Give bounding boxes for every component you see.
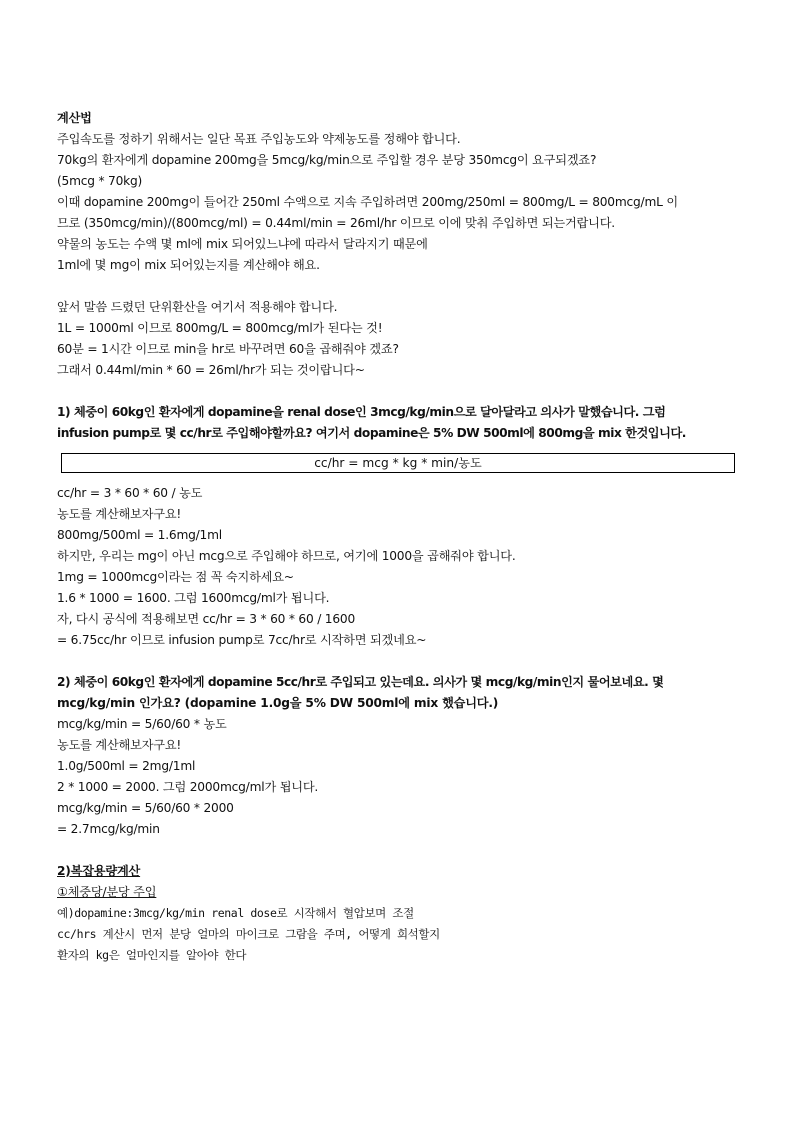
calc-line: mcg/kg/min = 5/60/60 * 2000 <box>57 801 234 815</box>
paragraph-line: 그래서 0.44ml/min * 60 = 26ml/hr가 되는 것이랍니다~ <box>57 363 365 377</box>
spacer <box>57 381 747 402</box>
calc-line: mcg/kg/min = 5/60/60 * 농도 <box>57 717 227 731</box>
question-1-text: infusion pump로 몇 cc/hr로 주입해야할까요? 여기서 dopamine은 5% DW 500ml에 800mg을 mix 한것입니다. <box>57 426 686 440</box>
unit-conversion-section <box>57 297 747 381</box>
question-2-section <box>57 672 747 840</box>
calc-line: 1mg = 1000mcg이라는 점 꼭 숙지하세요~ <box>57 570 294 584</box>
calc-line: = 6.75cc/hr 이므로 infusion pump로 7cc/hr로 시작하면 되겠네요~ <box>57 633 427 647</box>
calc-line: = 2.7mcg/kg/min <box>57 822 160 836</box>
paragraph-line: 약물의 농도는 수액 몇 ml에 mix 되어있느냐에 따라서 달라지기 때문에 <box>57 237 428 251</box>
paragraph-line: 앞서 말씀 드렸던 단위환산을 여기서 적용해야 합니다. <box>57 300 338 314</box>
calc-line: 하지만, 우리는 mg이 아닌 mcg으로 주입해야 하므로, 여기에 1000을 곱해줘야 합니다. <box>57 549 516 563</box>
calc-line: 2 * 1000 = 2000. 그럼 2000mcg/ml가 됩니다. <box>57 780 319 794</box>
calc-line: 1.6 * 1000 = 1600. 그럼 1600mcg/ml가 됩니다. <box>57 591 330 605</box>
formula-box: cc/hr = mcg * kg * min/농도 <box>61 453 735 473</box>
paragraph-line: 1L = 1000ml 이므로 800mg/L = 800mcg/ml가 된다는 것! <box>57 321 383 335</box>
paragraph-line: (5mcg * 70kg) <box>57 174 143 188</box>
calc-line: 1.0g/500ml = 2mg/1ml <box>57 759 196 773</box>
question-1-text: 1) 체중이 60kg인 환자에게 dopamine을 renal dose인 3mcg/kg/min으로 달아달라고 의사가 말했습니다. 그럼 <box>57 405 666 419</box>
paragraph-line: 이때 dopamine 200mg이 들어간 250ml 수액으로 지속 주입하려면 200mg/250ml = 800mg/L = 800mcg/mL 이 <box>57 195 678 209</box>
calc-line: cc/hr = 3 * 60 * 60 / 농도 <box>57 486 203 500</box>
complex-dose-section <box>57 861 747 966</box>
page-heading: 계산법 <box>57 111 92 125</box>
calc-line: 800mg/500ml = 1.6mg/1ml <box>57 528 222 542</box>
spacer <box>57 840 747 861</box>
question-1-section <box>57 402 747 651</box>
question-2-text: mcg/kg/min 인가요? (dopamine 1.0g을 5% DW 500ml에 mix 했습니다.) <box>57 696 499 710</box>
paragraph-line: 60분 = 1시간 이므로 min을 hr로 바꾸려면 60을 곱해줘야 겠죠? <box>57 342 399 356</box>
calc-line: 농도를 계산해보자구요! <box>57 738 182 752</box>
document-page <box>57 108 747 966</box>
example-line: 예)dopamine:3mcg/kg/min renal dose로 시작해서 혈압보며 조절 <box>57 906 414 920</box>
section-subtitle: ①체중당/분당 주입 <box>57 885 157 899</box>
example-line: 환자의 kg은 얼마인지를 알아야 한다 <box>57 948 247 962</box>
paragraph-line: 주입속도를 정하기 위해서는 일단 목표 주입농도와 약제농도를 정해야 합니다. <box>57 132 461 146</box>
paragraph-line: 1ml에 몇 mg이 mix 되어있는지를 계산해야 해요. <box>57 258 320 272</box>
question-2-text: 2) 체중이 60kg인 환자에게 dopamine 5cc/hr로 주입되고 있는데요. 의사가 몇 mcg/kg/min인지 물어보네요. 몇 <box>57 675 664 689</box>
calc-line: 자, 다시 공식에 적용해보면 cc/hr = 3 * 60 * 60 / 1600 <box>57 612 356 626</box>
section-title: 2)복잡용량계산 <box>57 864 141 878</box>
calc-line: 농도를 계산해보자구요! <box>57 507 182 521</box>
spacer <box>57 651 747 672</box>
paragraph-line: 므로 (350mcg/min)/(800mcg/ml) = 0.44ml/min = 26ml/hr 이므로 이에 맞춰 주입하면 되는거랍니다. <box>57 216 615 230</box>
spacer <box>57 276 747 297</box>
paragraph-line: 70kg의 환자에게 dopamine 200mg을 5mcg/kg/min으로 주입할 경우 분당 350mcg이 요구되겠죠? <box>57 153 597 167</box>
intro-section <box>57 129 747 276</box>
example-line: cc/hrs 계산시 먼저 분당 얼마의 마이크로 그람을 주며, 어떻게 희석할지 <box>57 927 440 941</box>
